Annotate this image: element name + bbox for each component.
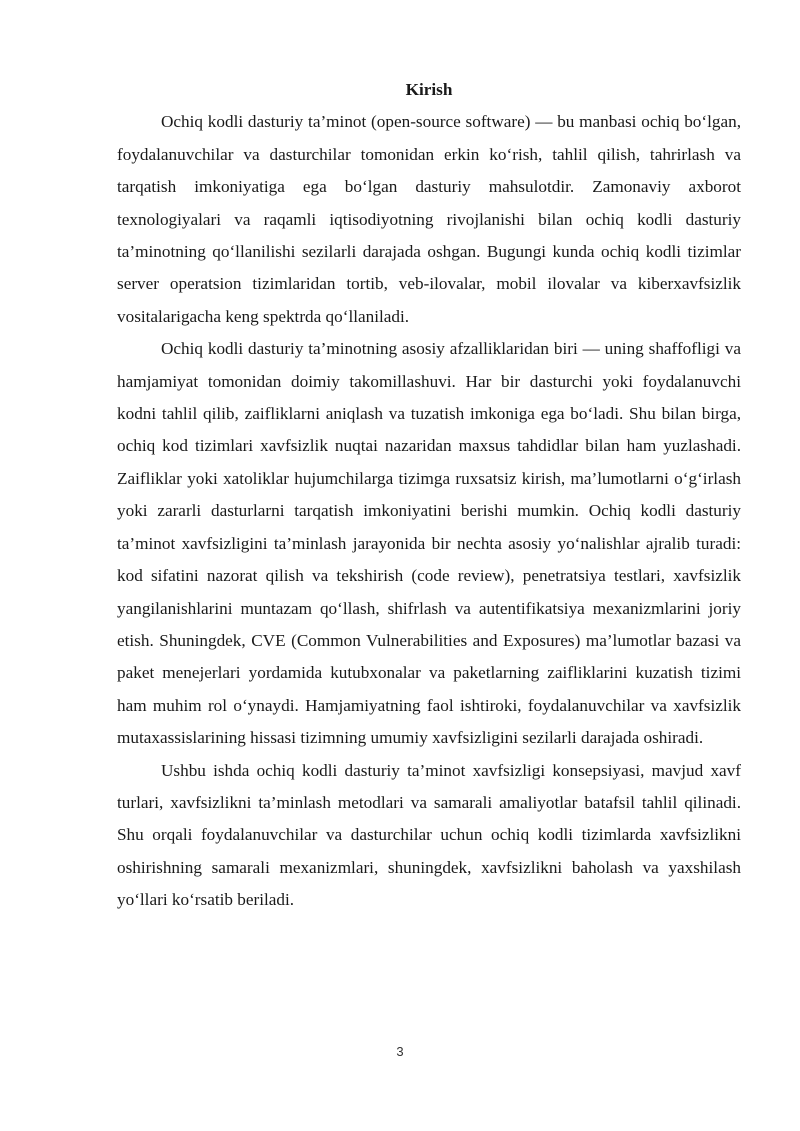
- paragraph-scope: Ushbu ishda ochiq kodli dasturiy ta’minot xavfsizligi konsepsiyasi, mavjud xavf turlari, xavfsizlikni ta’minlash metodlari va samarali amaliyotlar batafsil tahlil qilinadi. Shu orqali foydalanuvchilar va dasturchilar uchun ochiq kodli tizimlarda xavfsizlikni oshirishning samarali mexanizmlari, shuningdek, xavfsizlikni baholash va yaxshilash yo‘llari ko‘rsatib beriladi.: [117, 760, 741, 910]
- section-title: Kirish: [405, 80, 453, 99]
- paragraph-intro: Ochiq kodli dasturiy ta’minot (open-source software) — bu manbasi ochiq bo‘lgan, foydalanuvchilar va dasturchilar tomonidan erkin ko‘rish, tahlil qilish, tahrirlash va tarqatish imkoniyatiga ega bo‘lgan dasturiy mahsulotdir. Zamonaviy axborot texnologiyalari va raqamli iqtisodiyotning rivojlanishi bilan ochiq kodli dasturiy ta’minotning qo‘llanilishi sezilarli darajada oshgan. Bugungi kunda ochiq kodli tizimlar server operatsion tizimlaridan tortib, veb-ilovalar, mobil ilovalar va kiberxavfsizlik vositalarigacha keng spektrda qo‘llaniladi.: [117, 112, 741, 326]
- page-number: 3: [396, 1044, 404, 1059]
- paragraph-advantages: Ochiq kodli dasturiy ta’minotning asosiy afzalliklaridan biri — uning shaffofligi va hamjamiyat tomonidan doimiy takomillashuvi. Har bir dasturchi yoki foydalanuvchi kodni tahlil qilib, zaifliklarni aniqlash va tuzatish imkoniga ega bo‘ladi. Shu bilan birga, ochiq kod tizimlari xavfsizlik nuqtai nazaridan maxsus tahdidlar bilan ham yuzlashadi. Zaifliklar yoki xatoliklar hujumchilarga tizimga ruxsatsiz kirish, ma’lumotlarni o‘g‘irlash yoki zararli dasturlarni tarqatish imkoniyatini berishi mumkin. Ochiq kodli dasturiy ta’minot xavfsizligini ta’minlash jarayonida bir nechta asosiy yo‘nalishlar ajralib turadi: kod sifatini nazorat qilish va tekshirish (code review), penetratsiya testlari, xavfsizlik yangilanishlarini muntazam qo‘llash, shifrlash va autentifikatsiya mexanizmlarini joriy etish. Shuningdek, CVE (Common Vulnerabilities and Exposures) ma’lumotlar bazasi va paket menejerlari yordamida kutubxonalar va paketlarning zaifliklarini kuzatish tizimi ham muhim rol o‘ynaydi. Hamjamiyatning faol ishtiroki, foydalanuvchilar va xavfsizlik mutaxassislarining hissasi tizimning umumiy xavfsizligini sezilarli darajada oshiradi.: [117, 339, 741, 748]
- document-body: [117, 74, 741, 917]
